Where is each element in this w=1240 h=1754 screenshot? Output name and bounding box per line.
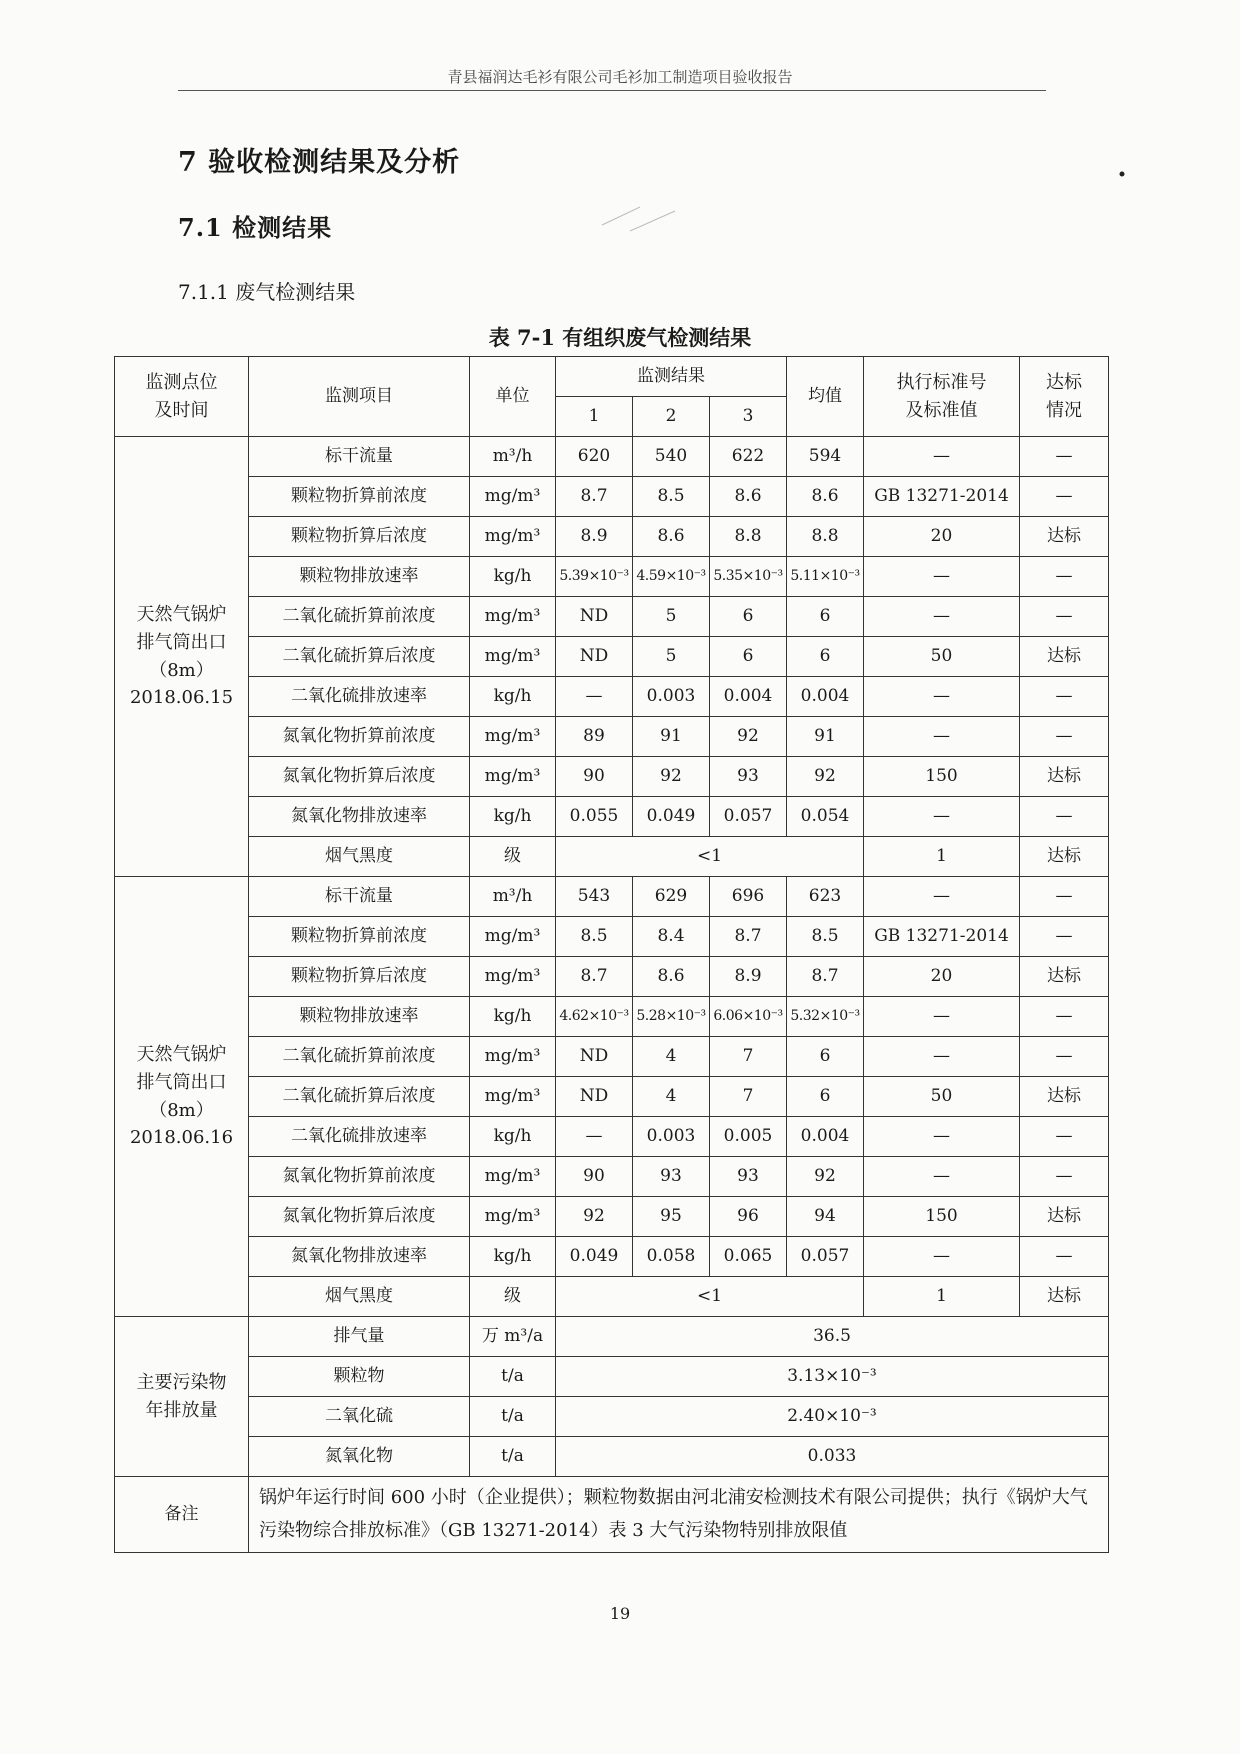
item-cell: 颗粒物折算后浓度 [249,957,470,997]
compliance-cell: — [1020,877,1109,917]
result-3-cell: 8.9 [710,957,787,997]
unit-cell: mg/m³ [470,517,556,557]
mean-cell: 92 [787,757,864,797]
item-cell: 氮氧化物折算后浓度 [249,757,470,797]
table-row [115,637,1109,677]
page-number: 19 [609,1604,631,1623]
item-cell: 二氧化硫 [249,1397,470,1437]
standard-cell: — [864,797,1020,837]
mean-cell: 5.32×10⁻³ [787,997,864,1037]
standard-cell: — [864,1117,1020,1157]
header-location: 监测点位 及时间 [115,357,249,437]
annual-value-cell: 2.40×10⁻³ [556,1397,1109,1437]
compliance-cell: — [1020,477,1109,517]
standard-cell: GB 13271-2014 [864,917,1020,957]
item-cell: 颗粒物折算前浓度 [249,917,470,957]
result-1-cell: 8.9 [556,517,633,557]
result-2-cell: 540 [633,437,710,477]
table-caption: 表 7-1 有组织废气检测结果 [488,325,752,350]
mean-cell: 8.6 [787,477,864,517]
table-row [115,677,1109,717]
item-cell: 标干流量 [249,877,470,917]
merged-result-cell: <1 [556,1277,864,1317]
annual-row [115,1397,1109,1437]
table-row [115,877,1109,917]
note-label-cell: 备注 [115,1477,249,1553]
result-3-cell: 0.057 [710,797,787,837]
result-3-cell: 6 [710,637,787,677]
table-row [115,557,1109,597]
table-row [115,757,1109,797]
mean-cell: 8.5 [787,917,864,957]
mean-cell: 94 [787,1197,864,1237]
standard-cell: 1 [864,837,1020,877]
result-2-cell: 93 [633,1157,710,1197]
result-3-cell: 622 [710,437,787,477]
subsection-heading: 7.1.1 废气检测结果 [178,280,356,304]
unit-cell: t/a [470,1397,556,1437]
unit-cell: mg/m³ [470,637,556,677]
header-row [115,357,1109,397]
standard-cell: — [864,1237,1020,1277]
item-cell: 氮氧化物排放速率 [249,1237,470,1277]
unit-cell: mg/m³ [470,917,556,957]
item-cell: 氮氧化物 [249,1437,470,1477]
result-3-cell: 92 [710,717,787,757]
compliance-cell: 达标 [1020,1277,1109,1317]
unit-cell: mg/m³ [470,477,556,517]
unit-cell: 万 m³/a [470,1317,556,1357]
item-cell: 颗粒物 [249,1357,470,1397]
unit-cell: kg/h [470,1117,556,1157]
item-cell: 二氧化硫折算后浓度 [249,637,470,677]
mean-cell: 6 [787,597,864,637]
compliance-cell: — [1020,1237,1109,1277]
result-1-cell: 543 [556,877,633,917]
result-2-cell: 629 [633,877,710,917]
result-2-cell: 92 [633,757,710,797]
item-cell: 标干流量 [249,437,470,477]
compliance-cell: — [1020,997,1109,1037]
result-2-cell: 0.003 [633,1117,710,1157]
item-cell: 二氧化硫折算前浓度 [249,1037,470,1077]
result-2-cell: 0.003 [633,677,710,717]
compliance-cell: — [1020,1037,1109,1077]
result-1-cell: 8.7 [556,957,633,997]
result-3-cell: 93 [710,757,787,797]
compliance-cell: 达标 [1020,757,1109,797]
item-cell: 氮氧化物折算前浓度 [249,717,470,757]
standard-cell: — [864,717,1020,757]
unit-cell: kg/h [470,677,556,717]
result-2-cell: 8.4 [633,917,710,957]
result-2-cell: 4.59×10⁻³ [633,557,710,597]
result-1-cell: 620 [556,437,633,477]
result-1-cell: 4.62×10⁻³ [556,997,633,1037]
result-2-cell: 91 [633,717,710,757]
unit-cell: 级 [470,1277,556,1317]
standard-cell: 50 [864,1077,1020,1117]
header-item: 监测项目 [249,357,470,437]
header-rule [178,90,1046,91]
standard-cell: — [864,597,1020,637]
scan-mark-artifact [1118,170,1126,178]
table-row [115,1117,1109,1157]
compliance-cell: — [1020,797,1109,837]
header-result-1: 1 [556,397,633,437]
unit-cell: t/a [470,1357,556,1397]
header-result-2: 2 [633,397,710,437]
standard-cell: — [864,437,1020,477]
header-standard: 执行标准号 及标准值 [864,357,1020,437]
result-1-cell: 89 [556,717,633,757]
annual-value-cell: 3.13×10⁻³ [556,1357,1109,1397]
mean-cell: 92 [787,1157,864,1197]
compliance-cell: — [1020,717,1109,757]
note-text-cell: 锅炉年运行时间 600 小时（企业提供）；颗粒物数据由河北浦安检测技术有限公司提供；执行《锅炉大气污染物综合排放标准》（GB 13271-2014）表 3 大气污染物特别排放限值 [249,1477,1109,1553]
compliance-cell: — [1020,1117,1109,1157]
standard-cell: 50 [864,637,1020,677]
result-1-cell: ND [556,1077,633,1117]
result-2-cell: 0.058 [633,1237,710,1277]
result-1-cell: 8.7 [556,477,633,517]
result-3-cell: 0.005 [710,1117,787,1157]
standard-cell: — [864,877,1020,917]
item-cell: 二氧化硫折算后浓度 [249,1077,470,1117]
compliance-cell: 达标 [1020,517,1109,557]
header-unit: 单位 [470,357,556,437]
compliance-cell: — [1020,917,1109,957]
item-cell: 氮氧化物折算后浓度 [249,1197,470,1237]
location-cell: 天然气锅炉 排气筒出口 （8m） 2018.06.15 [115,437,249,877]
compliance-cell: — [1020,597,1109,637]
result-1-cell: ND [556,637,633,677]
unit-cell: mg/m³ [470,957,556,997]
result-3-cell: 6 [710,597,787,637]
result-3-cell: 8.6 [710,477,787,517]
compliance-cell: — [1020,557,1109,597]
result-3-cell: 6.06×10⁻³ [710,997,787,1037]
unit-cell: mg/m³ [470,717,556,757]
table-row [115,517,1109,557]
table-row [115,957,1109,997]
result-3-cell: 93 [710,1157,787,1197]
unit-cell: t/a [470,1437,556,1477]
item-cell: 氮氧化物排放速率 [249,797,470,837]
compliance-cell: — [1020,1157,1109,1197]
standard-cell: 150 [864,757,1020,797]
table-body [115,357,1109,1553]
compliance-cell: — [1020,437,1109,477]
scan-mark-artifact [600,195,680,235]
unit-cell: kg/h [470,1237,556,1277]
table-row [115,797,1109,837]
result-1-cell: 90 [556,1157,633,1197]
unit-cell: mg/m³ [470,1077,556,1117]
table-row [115,1237,1109,1277]
mean-cell: 6 [787,637,864,677]
item-cell: 氮氧化物折算前浓度 [249,1157,470,1197]
mean-cell: 8.7 [787,957,864,997]
header-results: 监测结果 [556,357,787,397]
result-1-cell: 8.5 [556,917,633,957]
result-3-cell: 8.8 [710,517,787,557]
standard-cell: — [864,997,1020,1037]
header-compliance: 达标 情况 [1020,357,1109,437]
mean-cell: 5.11×10⁻³ [787,557,864,597]
result-2-cell: 5.28×10⁻³ [633,997,710,1037]
unit-cell: kg/h [470,997,556,1037]
mean-cell: 0.054 [787,797,864,837]
compliance-cell: 达标 [1020,837,1109,877]
unit-cell: m³/h [470,877,556,917]
merged-result-cell: <1 [556,837,864,877]
item-cell: 二氧化硫排放速率 [249,677,470,717]
unit-cell: mg/m³ [470,1157,556,1197]
result-1-cell: — [556,677,633,717]
annual-row [115,1317,1109,1357]
unit-cell: kg/h [470,557,556,597]
item-cell: 颗粒物折算前浓度 [249,477,470,517]
chapter-heading: 7 验收检测结果及分析 [178,147,461,178]
unit-cell: mg/m³ [470,1037,556,1077]
result-1-cell: 90 [556,757,633,797]
table-row [115,717,1109,757]
table-row [115,837,1109,877]
mean-cell: 6 [787,1037,864,1077]
mean-cell: 0.057 [787,1237,864,1277]
result-2-cell: 4 [633,1037,710,1077]
table-row [115,1077,1109,1117]
location-cell: 天然气锅炉 排气筒出口 （8m） 2018.06.16 [115,877,249,1317]
section-heading: 7.1 检测结果 [178,213,333,242]
mean-cell: 623 [787,877,864,917]
annual-row [115,1357,1109,1397]
result-1-cell: 0.055 [556,797,633,837]
result-3-cell: 96 [710,1197,787,1237]
result-2-cell: 4 [633,1077,710,1117]
item-cell: 颗粒物排放速率 [249,557,470,597]
compliance-cell: 达标 [1020,957,1109,997]
standard-cell: 1 [864,1277,1020,1317]
item-cell: 颗粒物排放速率 [249,997,470,1037]
header-result-3: 3 [710,397,787,437]
unit-cell: mg/m³ [470,757,556,797]
note-row [115,1477,1109,1553]
result-3-cell: 0.004 [710,677,787,717]
item-cell: 颗粒物折算后浓度 [249,517,470,557]
annual-value-cell: 0.033 [556,1437,1109,1477]
mean-cell: 0.004 [787,1117,864,1157]
compliance-cell: 达标 [1020,1077,1109,1117]
unit-cell: kg/h [470,797,556,837]
unit-cell: mg/m³ [470,1197,556,1237]
table-row [115,917,1109,957]
result-2-cell: 5 [633,597,710,637]
standard-cell: 20 [864,957,1020,997]
result-2-cell: 95 [633,1197,710,1237]
standard-cell: 20 [864,517,1020,557]
mean-cell: 8.8 [787,517,864,557]
result-3-cell: 0.065 [710,1237,787,1277]
annual-value-cell: 36.5 [556,1317,1109,1357]
standard-cell: 150 [864,1197,1020,1237]
annual-label-cell: 主要污染物 年排放量 [115,1317,249,1477]
item-cell: 烟气黑度 [249,1277,470,1317]
result-3-cell: 8.7 [710,917,787,957]
annual-row [115,1437,1109,1477]
result-1-cell: 92 [556,1197,633,1237]
result-1-cell: — [556,1117,633,1157]
table-row [115,437,1109,477]
result-1-cell: ND [556,597,633,637]
running-header: 青县福润达毛衫有限公司毛衫加工制造项目验收报告 [447,68,793,86]
result-2-cell: 8.5 [633,477,710,517]
result-1-cell: 0.049 [556,1237,633,1277]
standard-cell: — [864,1157,1020,1197]
unit-cell: mg/m³ [470,597,556,637]
table-row [115,1197,1109,1237]
table-row [115,1157,1109,1197]
standard-cell: GB 13271-2014 [864,477,1020,517]
standard-cell: — [864,1037,1020,1077]
result-3-cell: 5.35×10⁻³ [710,557,787,597]
table-row [115,597,1109,637]
mean-cell: 91 [787,717,864,757]
compliance-cell: 达标 [1020,1197,1109,1237]
result-1-cell: 5.39×10⁻³ [556,557,633,597]
mean-cell: 594 [787,437,864,477]
standard-cell: — [864,557,1020,597]
item-cell: 二氧化硫排放速率 [249,1117,470,1157]
item-cell: 烟气黑度 [249,837,470,877]
emission-results-table [114,356,1109,1553]
result-3-cell: 7 [710,1077,787,1117]
standard-cell: — [864,677,1020,717]
table-row [115,1277,1109,1317]
item-cell: 二氧化硫折算前浓度 [249,597,470,637]
compliance-cell: 达标 [1020,637,1109,677]
item-cell: 排气量 [249,1317,470,1357]
unit-cell: 级 [470,837,556,877]
result-3-cell: 696 [710,877,787,917]
result-3-cell: 7 [710,1037,787,1077]
compliance-cell: — [1020,677,1109,717]
mean-cell: 6 [787,1077,864,1117]
result-2-cell: 8.6 [633,517,710,557]
result-2-cell: 8.6 [633,957,710,997]
mean-cell: 0.004 [787,677,864,717]
header-mean: 均值 [787,357,864,437]
table-row [115,1037,1109,1077]
result-2-cell: 5 [633,637,710,677]
table-row [115,997,1109,1037]
unit-cell: m³/h [470,437,556,477]
result-2-cell: 0.049 [633,797,710,837]
result-1-cell: ND [556,1037,633,1077]
table-row [115,477,1109,517]
